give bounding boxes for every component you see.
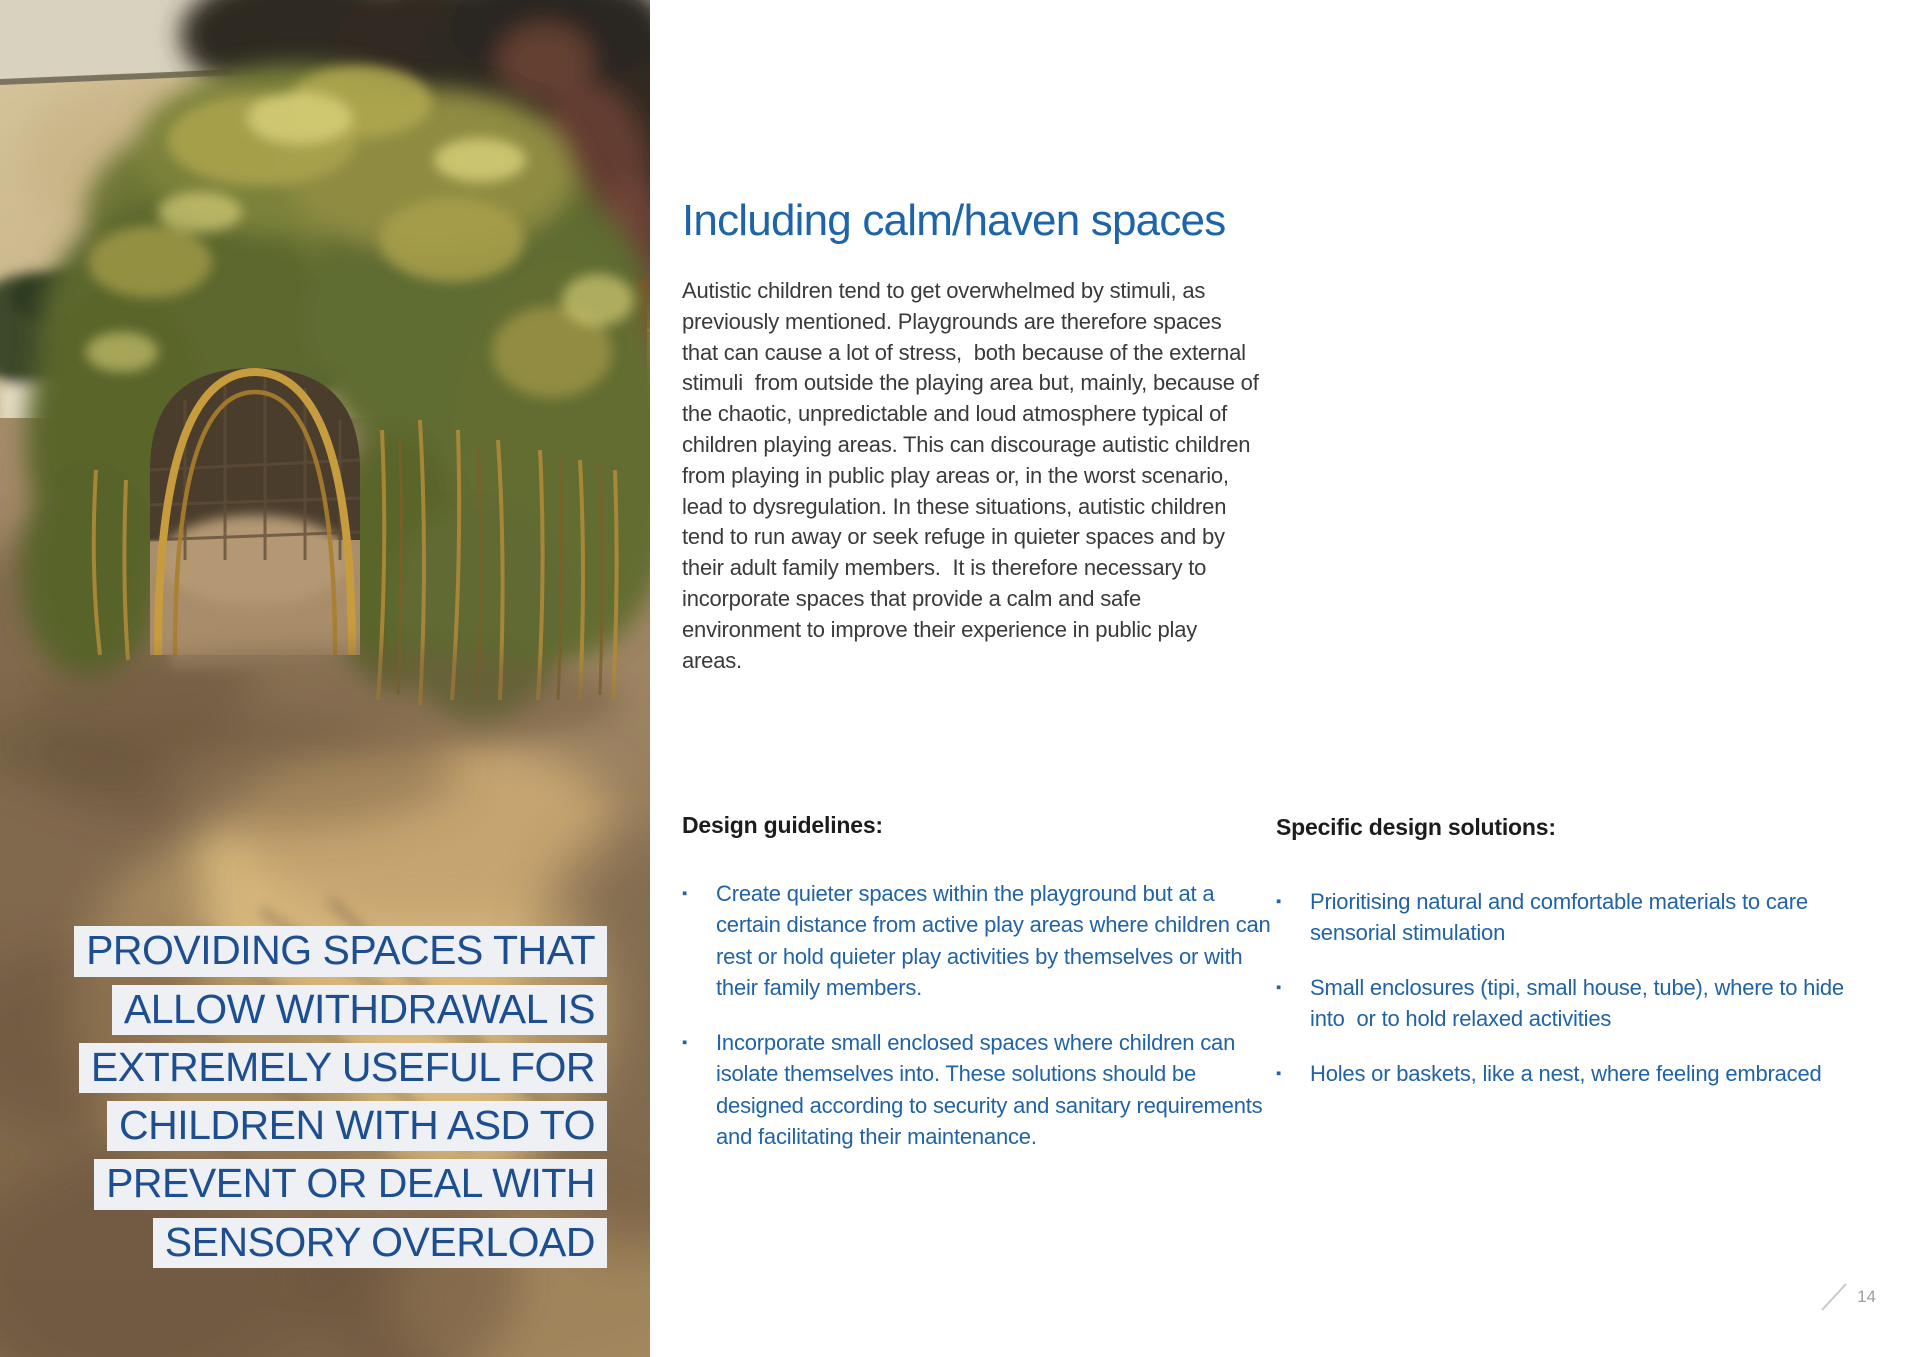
- design-guidelines-heading: Design guidelines:: [682, 812, 883, 838]
- intro-paragraph: Autistic children tend to get overwhelmed by stimuli, as previously mentioned. Playgrounds are therefore spaces that can cause a lot of stress, both because of the external stimuli from outside the playing area but, mainly, because of the chaotic, unpredictable and loud atmosphere typical of children playing areas. This can discourage autistic children from playing in public play areas or, in the worst scenario, lead to dysregulation. In these situations, autistic children tend to run away or seek refuge in quieter spaces and by their adult family members. It is therefore necessary to incorporate spaces that provide a calm and safe environment to improve their experience in public play areas.: [682, 278, 1265, 673]
- list-item-text: Incorporate small enclosed spaces where children can isolate themselves into. These solutions should be designed according to security and sanitary requirements and facilitating their maintenance.: [716, 1029, 1269, 1150]
- bullet-marker-icon: ▪: [682, 1033, 688, 1051]
- playground-photo: [0, 0, 650, 1357]
- list-item: [1276, 972, 1851, 1035]
- specific-design-solutions-heading: Specific design solutions:: [1276, 814, 1556, 840]
- caption-line: ALLOW WITHDRAWAL IS: [112, 985, 607, 1035]
- list-item: [1276, 886, 1851, 949]
- list-item: [1276, 1058, 1851, 1089]
- list-item-text: Create quieter spaces within the playground but at a certain distance from active play areas where children can rest or hold quieter play activities by themselves or with their family members.: [716, 881, 1277, 1001]
- photo-caption: [74, 926, 607, 1268]
- page-title: Including calm/haven spaces: [682, 196, 1226, 245]
- list-item-text: Small enclosures (tipi, small house, tube), where to hide into or to hold relaxed activities: [1310, 974, 1850, 1032]
- caption-line: CHILDREN WITH ASD TO: [107, 1101, 607, 1151]
- list-item: [682, 1027, 1277, 1153]
- specific-design-solutions-list: [1276, 886, 1851, 1112]
- bullet-marker-icon: ▪: [1276, 1064, 1282, 1082]
- caption-line: SENSORY OVERLOAD: [153, 1218, 607, 1268]
- design-guidelines-list: [682, 878, 1277, 1176]
- page-number-value: 14: [1857, 1287, 1876, 1306]
- page-number: [1818, 1280, 1876, 1314]
- caption-line: EXTREMELY USEFUL FOR: [79, 1043, 607, 1093]
- list-item: [682, 878, 1277, 1004]
- bullet-marker-icon: ▪: [1276, 893, 1282, 910]
- list-item-text: Prioritising natural and comfortable materials to care sensorial stimulation: [1310, 889, 1814, 946]
- bullet-marker-icon: ▪: [682, 885, 688, 902]
- bullet-marker-icon: ▪: [1276, 978, 1282, 996]
- list-item-text: Holes or baskets, like a nest, where feeling embraced: [1310, 1060, 1822, 1086]
- caption-line: PROVIDING SPACES THAT: [74, 926, 607, 976]
- caption-line: PREVENT OR DEAL WITH: [94, 1159, 607, 1209]
- page-number-slash-icon: [1818, 1280, 1854, 1314]
